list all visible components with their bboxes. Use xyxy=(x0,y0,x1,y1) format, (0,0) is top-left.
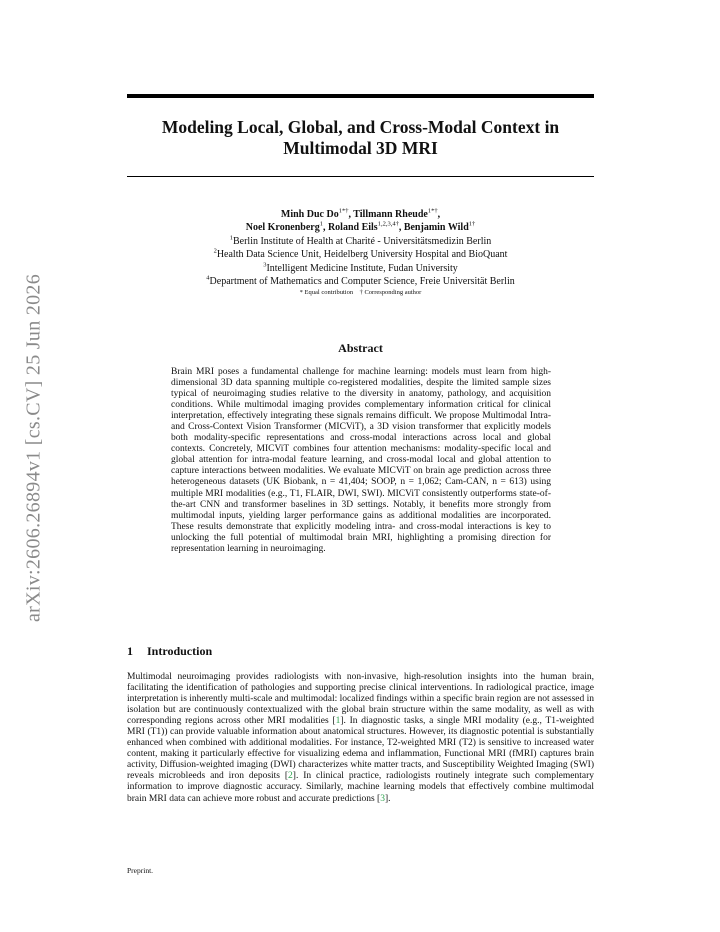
abstract-text: Brain MRI poses a fundamental challenge for machine learning: models must learn from high-dimensional 3D data spanning multiple co-registered modalities, despite the limited sample sizes typical of neuroimaging studies relative to the diversity in anatomy, pathology, and acquisition conditions. While multimodal imaging provides complementary information critical for clinical interpretation, effectively integrating these signals remains difficult. We propose Multimodal Intra- and Cross-Context Vision Transformer (MICViT), a 3D vision transformer that explicitly models both modality-specific representations and cross-modal interactions across local and global contexts. Concretely, MICViT combines four attention mechanisms: modality-specific local and global attention for intra-modal feature learning, and cross-modal local and global attention to capture interactions between modalities. We evaluate MICViT on brain age prediction across three heterogeneous datasets (UK Biobank, n = 41,404; SOOP, n = 1,062; Cam-CAN, n = 613) using multiple MRI modalities (e.g., T1, FLAIR, DWI, SWI). MICViT consistently outperforms state-of-the-art CNN and transformer baselines in 3D settings. Notably, it benefits more strongly from multimodal inputs, yielding larger performance gains as additional modalities are incorporated. These results demonstrate that explicitly modeling intra- and cross-modal interactions is key to unlocking the full potential of multimodal brain MRI, highlighting a promising direction for representation learning in neuroimaging. xyxy=(171,367,551,554)
abstract-heading: Abstract xyxy=(338,341,383,355)
author-affil-sup: 1*† xyxy=(427,207,438,215)
introduction-paragraph xyxy=(127,672,594,805)
affiliation-sup: 3 xyxy=(263,261,267,269)
author-line-2 xyxy=(127,221,594,234)
affiliation xyxy=(127,275,594,288)
section-title: Introduction xyxy=(147,644,213,658)
affiliation xyxy=(127,235,594,248)
title-top-rule xyxy=(127,94,594,98)
preprint-footer: Preprint. xyxy=(127,866,154,875)
intro-text: ]. xyxy=(384,793,391,804)
author-separator: , xyxy=(398,222,404,234)
citation-link[interactable]: 1 xyxy=(335,716,341,727)
affiliation-sup: 2 xyxy=(213,247,217,255)
intro-text: ]. In clinical practice, radiologists routinely integrate such complementary information to improve diagnostic accuracy. Similarly, machine learning models that effectively combine multimodal brain MRI data can achieve more robust and accurate predictions [ xyxy=(127,771,594,804)
author-name: Noel Kronenberg xyxy=(245,222,320,234)
affiliation-text: Intelligent Medicine Institute, Fudan University xyxy=(266,262,458,274)
author-separator: , xyxy=(322,222,328,234)
citation-link[interactable]: 3 xyxy=(380,793,385,804)
affiliation-text: Berlin Institute of Health at Charité - Universitätsmedizin Berlin xyxy=(232,235,492,247)
arxiv-identifier xyxy=(4,248,64,648)
author-separator: , xyxy=(348,209,354,220)
title-bottom-rule xyxy=(127,176,594,177)
affiliation xyxy=(127,248,594,261)
arxiv-identifier-text: arXiv:2606.26894v1 [cs.CV] 25 Jun 2026 xyxy=(22,273,45,623)
affiliation-sup: 4 xyxy=(206,274,210,282)
author-separator: , xyxy=(437,209,441,220)
affiliation-sup: 1 xyxy=(229,234,233,242)
author-name: Tillmann Rheude xyxy=(353,209,428,220)
affiliation xyxy=(127,262,594,275)
author-affil-sup: 1*† xyxy=(338,207,349,215)
contribution-footnote: * Equal contribution † Corresponding author xyxy=(299,289,422,297)
intro-text: Multimodal neuroimaging provides radiologists with non-invasive, high-resolution insights into the human brain, facilitating the identification of pathologies and supporting precise clinical interventions. In radiological practice, image interpretation is inherently multi-scale and multimodal: localized findings within a specific brain region are not assessed in isolation but are continuously contextualized with the global brain structure within the same modality, as well as with corresponding regions across other MRI modalities [ xyxy=(127,672,594,727)
author-name: Roland Eils xyxy=(327,222,378,234)
section-number: 1 xyxy=(127,644,133,658)
paper-title: Modeling Local, Global, and Cross-Modal Context in Multimodal 3D MRI xyxy=(161,117,560,158)
author-block xyxy=(127,208,594,298)
author-affil-sup: 1,2,3,4† xyxy=(377,221,399,229)
intro-text: ]. In diagnostic tasks, a single MRI modality (e.g., T1-weighted MRI (T1)) can provide valuable information about anatomical structures. However, its diagnostic potential is substantially enhanced when combined with additional modalities. For instance, T2-weighted MRI (T2) is sensitive to increased water content, making it particularly effective for visualizing edema and inflammation, Functional MRI (fMRI) captures brain activity, Diffusion-weighted imaging (DWI) characterizes white matter tracts, and Susceptibility Weighted Imaging (SWI) reveals microbleeds and iron deposits [ xyxy=(127,716,594,782)
author-affil-sup: 1 xyxy=(319,221,323,229)
author-line-1 xyxy=(127,208,594,221)
affiliation-text: Department of Mathematics and Computer Science, Freie Universität Berlin xyxy=(209,276,515,288)
author-name: Benjamin Wild xyxy=(403,222,469,234)
section-heading xyxy=(127,644,212,659)
author-name: Minh Duc Do xyxy=(280,209,339,220)
author-affil-sup: 1† xyxy=(468,221,476,229)
affiliation-text: Health Data Science Unit, Heidelberg University Hospital and BioQuant xyxy=(216,249,508,261)
citation-link[interactable]: 2 xyxy=(288,771,293,782)
